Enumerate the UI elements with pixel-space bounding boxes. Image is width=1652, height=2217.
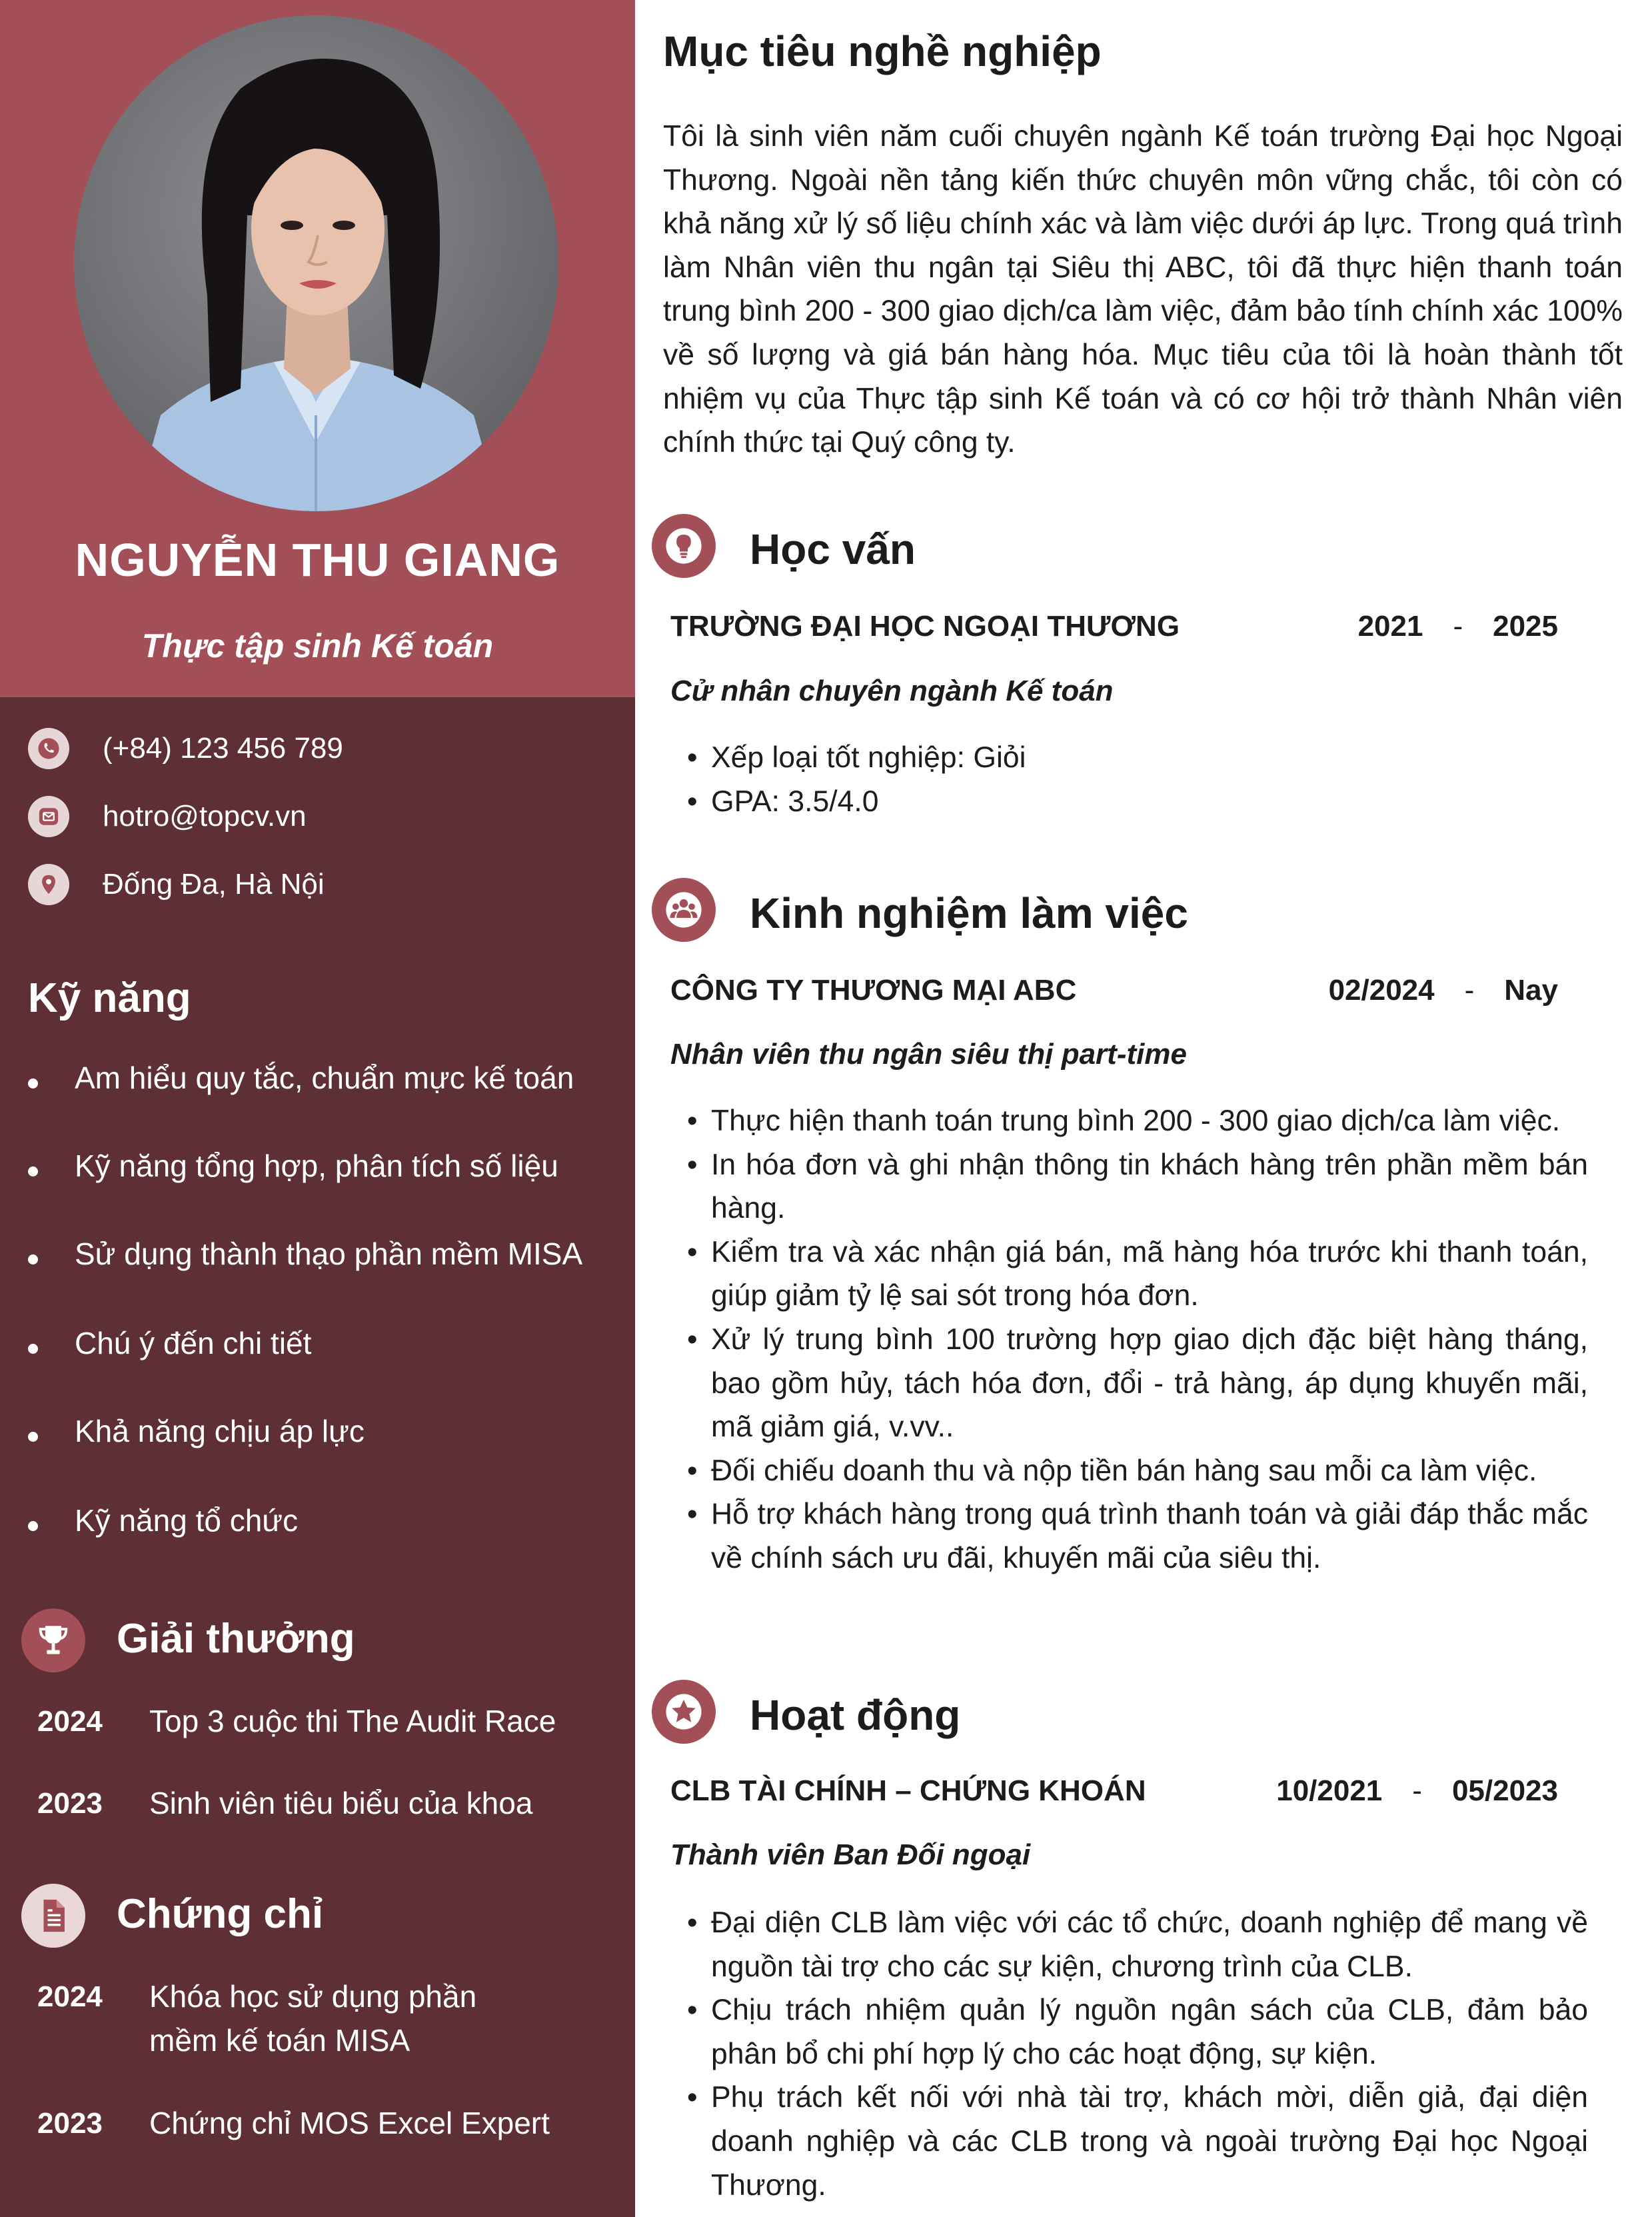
bullet-dot: [28, 1521, 38, 1531]
objective-text: Tôi là sinh viên năm cuối chuyên ngành Kế toán trường Đại học Ngoại Thương. Ngoài nền tảng kiến thức chuyên môn vững chắc, tôi còn có khả năng xử lý số liệu chính xác và làm việc dưới áp lực. Trong quá trình làm Nhân viên thu ngân tại Siêu thị ABC, tôi đã thực hiện thanh toán trung bình 200 - 300 giao dịch/ca làm việc, đảm bảo tính chính xác 100% về số lượng và giá bán hàng hóa. Mục tiêu của tôi là hoàn thành tốt nhiệm vụ của Thực tập sinh Kế toán và có cơ hội trở thành Nhân viên chính thức tại Quý công ty.: [663, 120, 1623, 459]
experience-entry-header: [670, 974, 1558, 1007]
end-date: Nay: [1504, 974, 1558, 1007]
experience-bullets: [687, 1099, 1588, 1580]
list-item: • In hóa đơn và ghi nhận thông tin khách hàng trên phần mềm bán hàng.: [687, 1143, 1588, 1230]
education-heading: Học vấn: [750, 525, 916, 573]
skills-heading: Kỹ năng: [28, 975, 191, 1021]
start-date: 2021: [1357, 610, 1423, 643]
start-date: 02/2024: [1328, 974, 1435, 1007]
organization-name: CLB TÀI CHÍNH – CHỨNG KHOÁN: [670, 1774, 1146, 1807]
list-item: • Đại diện CLB làm việc với các tổ chức, doanh nghiệp để mang về nguồn tài trợ cho các sự kiện, chương trình của CLB.: [687, 1901, 1588, 1988]
activities-heading: Hoạt động: [750, 1691, 961, 1739]
start-date: 10/2021: [1276, 1774, 1383, 1807]
job-role: Nhân viên thu ngân siêu thị part-time: [670, 1038, 1187, 1071]
school-name: TRƯỜNG ĐẠI HỌC NGOẠI THƯƠNG: [670, 610, 1180, 643]
email-icon: [28, 796, 69, 837]
candidate-title: Thực tập sinh Kế toán: [141, 627, 494, 665]
certificate-text: Chứng chỉ MOS Excel Expert: [149, 2106, 550, 2140]
team-icon: [652, 878, 716, 942]
certificates-heading: Chứng chỉ: [117, 1891, 324, 1937]
education-entry-header: [670, 610, 1558, 643]
star-icon: [652, 1680, 716, 1744]
award-item: [37, 1787, 610, 1825]
bullet-dot: [28, 1254, 38, 1264]
main-content: [635, 0, 1652, 2217]
phone-text: (+84) 123 456 789: [103, 732, 343, 765]
skill-text: Chú ý đến chi tiết: [75, 1326, 312, 1360]
avatar: [74, 15, 558, 511]
awards-heading: Giải thưởng: [117, 1616, 355, 1662]
skill-item: [28, 1413, 365, 1449]
end-date: 05/2023: [1451, 1774, 1558, 1807]
portrait-illustration: [74, 15, 558, 511]
skill-item: [28, 1325, 311, 1361]
skill-text: Khả năng chịu áp lực: [75, 1414, 365, 1448]
education-dates: [1358, 610, 1558, 643]
bullet-dot: [28, 1079, 38, 1089]
list-item: • Thực hiện thanh toán trung bình 200 - 300 giao dịch/ca làm việc.: [687, 1099, 1588, 1143]
date-separator: -: [1412, 1774, 1422, 1807]
document-icon: [21, 1884, 85, 1948]
bullet-dot: [28, 1432, 38, 1442]
candidate-name: NGUYỄN THU GIANG: [75, 534, 560, 586]
end-date: 2025: [1493, 610, 1558, 643]
experience-dates: [1329, 974, 1558, 1007]
location-pin-icon: [28, 864, 69, 905]
list-item: • Hỗ trợ khách hàng trong quá trình thanh toán và giải đáp thắc mắc về chính sách ưu đãi, khuyến mãi của siêu thị.: [687, 1492, 1588, 1580]
skill-item: [28, 1148, 558, 1184]
company-name: CÔNG TY THƯƠNG MẠI ABC: [670, 974, 1077, 1007]
date-separator: -: [1453, 610, 1463, 643]
lightbulb-icon: [652, 514, 716, 578]
activity-role: Thành viên Ban Đối ngoại: [670, 1838, 1031, 1871]
list-item: • Phụ trách kết nối với nhà tài trợ, khách mời, diễn giả, đại diện doanh nghiệp và các CLB trong và ngoài trường Đại học Ngoại Thương.: [687, 2076, 1588, 2207]
activity-dates: [1276, 1774, 1558, 1808]
award-text: Sinh viên tiêu biểu của khoa: [149, 1786, 533, 1820]
skill-text: Sử dụng thành thạo phần mềm MISA: [75, 1236, 583, 1271]
list-item: • Xếp loại tốt nghiệp: Giỏi: [687, 736, 1588, 780]
activity-entry-header: [670, 1774, 1558, 1808]
phone-icon: [28, 728, 69, 769]
award-item: [37, 1705, 610, 1743]
skill-text: Kỹ năng tổ chức: [75, 1503, 299, 1538]
award-year: 2024: [37, 1705, 103, 1738]
list-item: • Đối chiếu doanh thu và nộp tiền bán hàng sau mỗi ca làm việc.: [687, 1449, 1588, 1493]
trophy-icon: [21, 1608, 85, 1672]
date-separator: -: [1464, 974, 1475, 1007]
sidebar: [0, 0, 635, 2217]
skill-text: Kỹ năng tổng hợp, phân tích số liệu: [75, 1148, 558, 1183]
skill-text: Am hiểu quy tắc, chuẩn mực kế toán: [75, 1061, 574, 1095]
list-item: • GPA: 3.5/4.0: [687, 780, 1588, 824]
list-item: • Chịu trách nhiệm quản lý nguồn ngân sách của CLB, đảm bảo phân bổ chi phí hợp lý cho các hoạt động, sự kiện.: [687, 1988, 1588, 2076]
award-year: 2023: [37, 1787, 103, 1820]
contact-email[interactable]: [28, 795, 307, 838]
address-text: Đống Đa, Hà Nội: [103, 868, 325, 901]
experience-heading: Kinh nghiệm làm việc: [750, 889, 1188, 937]
skill-item: [28, 1060, 574, 1096]
certificate-year: 2024: [37, 1980, 103, 2013]
skill-item: [28, 1236, 582, 1272]
education-bullets: [687, 736, 1588, 823]
certificate-item: [37, 2107, 610, 2145]
activity-bullets: [687, 1901, 1588, 2207]
contact-phone[interactable]: [28, 727, 343, 770]
certificate-text: Khóa học sử dụng phần mềm kế toán MISA: [149, 1979, 477, 2058]
email-text: hotro@topcv.vn: [103, 800, 307, 833]
certificate-year: 2023: [37, 2107, 103, 2140]
certificate-item: [37, 1980, 544, 2062]
contact-address: [28, 863, 325, 906]
bullet-dot: [28, 1166, 38, 1176]
list-item: • Kiểm tra và xác nhận giá bán, mã hàng hóa trước khi thanh toán, giúp giảm tỷ lệ sai sót trong hóa đơn.: [687, 1230, 1588, 1318]
objective-heading: Mục tiêu nghề nghiệp: [663, 27, 1102, 75]
list-item: • Xử lý trung bình 100 trường hợp giao dịch đặc biệt hàng tháng, bao gồm hủy, tách hóa đơn, đổi - trả hàng, áp dụng khuyến mãi, mã giảm giá, v.vv..: [687, 1318, 1588, 1449]
award-text: Top 3 cuộc thi The Audit Race: [149, 1704, 556, 1738]
skill-item: [28, 1502, 298, 1538]
degree-title: Cử nhân chuyên ngành Kế toán: [670, 675, 1114, 707]
bullet-dot: [28, 1344, 38, 1354]
